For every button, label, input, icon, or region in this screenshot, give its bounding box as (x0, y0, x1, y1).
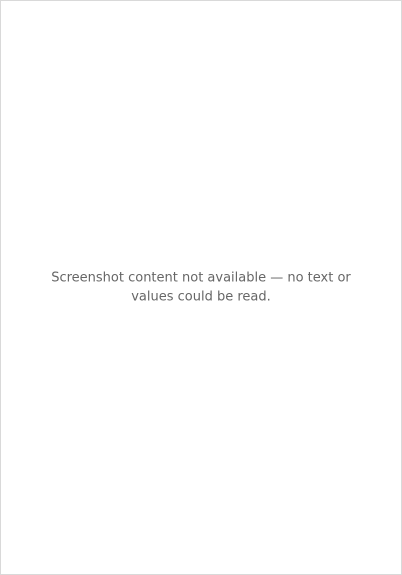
notice-text: Screenshot content not available — no text or values could be read. (51, 270, 351, 305)
